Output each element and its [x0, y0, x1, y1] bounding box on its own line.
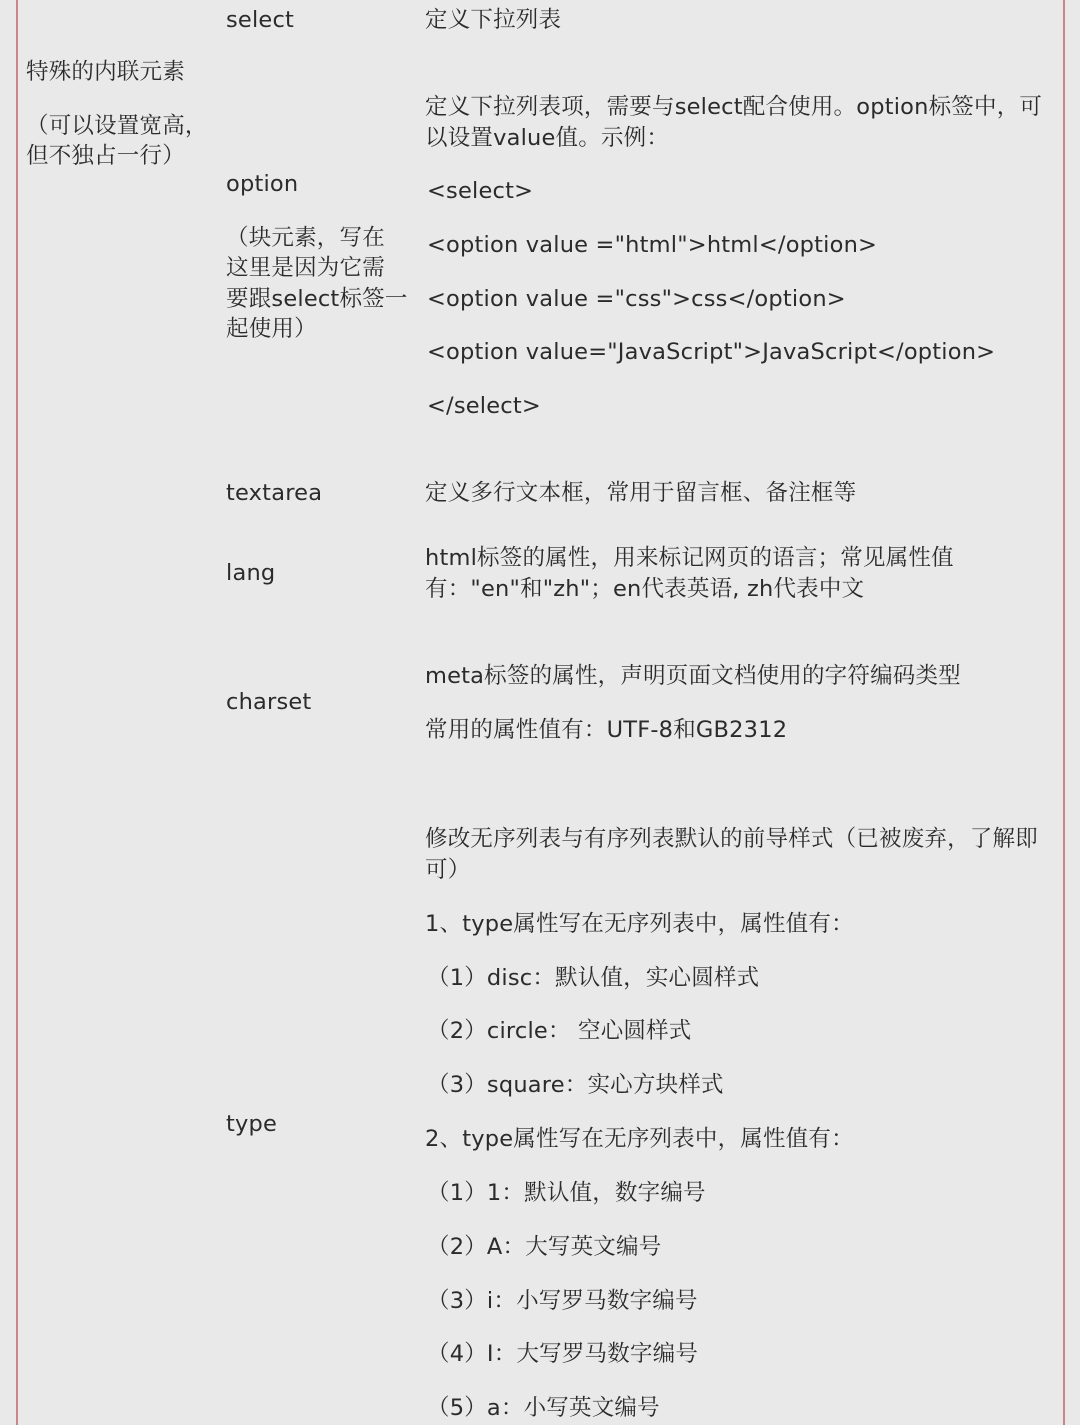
category-note-line2: 但不独占一行） [26, 143, 185, 169]
type-ol-heading: 2、type属性写在无序列表中，属性值有： [425, 1126, 854, 1152]
type-ul-item: （2）circle： 空心圆样式 [427, 1018, 692, 1044]
desc-lang-line2: 有："en"和"zh"；en代表英语, zh代表中文 [425, 576, 865, 602]
desc-select: 定义下拉列表 [425, 7, 562, 33]
option-note-line1: （块元素，写在 [226, 225, 385, 251]
desc-type-intro-line2: 可） [425, 857, 471, 883]
tag-type: type [226, 1111, 278, 1137]
option-note-line2: 这里是因为它需 [226, 255, 385, 281]
code-line: </select> [427, 393, 541, 419]
code-line: <option value="JavaScript">JavaScript</option> [427, 339, 996, 365]
desc-type-intro-line1: 修改无序列表与有序列表默认的前导样式（已被废弃，了解即 [425, 826, 1038, 852]
tag-charset: charset [226, 689, 312, 715]
type-ol-item: （1）1：默认值，数字编号 [427, 1180, 706, 1206]
desc-option-line2: 以设置value值。示例： [425, 125, 670, 151]
desc-charset-1: meta标签的属性，声明页面文档使用的字符编码类型 [425, 663, 961, 689]
category-note-line1: （可以设置宽高， [26, 113, 208, 139]
desc-option-line1: 定义下拉列表项，需要与select配合使用。option标签中，可 [425, 94, 1043, 120]
code-line: <option value ="css">css</option> [427, 286, 846, 312]
type-ol-item: （3）i：小写罗马数字编号 [427, 1288, 698, 1314]
desc-charset-2: 常用的属性值有：UTF-8和GB2312 [425, 717, 788, 743]
option-note-line4: 起使用） [226, 316, 317, 342]
code-line: <select> [427, 178, 534, 204]
tag-lang: lang [226, 560, 276, 586]
type-ul-heading: 1、type属性写在无序列表中，属性值有： [425, 911, 854, 937]
type-ul-item: （1）disc：默认值，实心圆样式 [427, 965, 760, 991]
tag-select: select [226, 7, 295, 33]
desc-lang-line1: html标签的属性，用来标记网页的语言；常见属性值 [425, 545, 954, 571]
code-line: <option value ="html">html</option> [427, 232, 878, 258]
type-ul-item: （3）square：实心方块样式 [427, 1072, 724, 1098]
type-ol-item: （5）a：小写英文编号 [427, 1395, 660, 1421]
table-right-border [1063, 0, 1065, 1425]
desc-textarea: 定义多行文本框，常用于留言框、备注框等 [425, 480, 857, 506]
tag-option: option [226, 171, 299, 197]
option-note-line3: 要跟select标签一 [226, 286, 408, 312]
tag-textarea: textarea [226, 480, 323, 506]
category-title: 特殊的内联元素 [26, 59, 185, 85]
type-ol-item: （2）A：大写英文编号 [427, 1234, 662, 1260]
table-left-border [16, 0, 18, 1425]
type-ol-item: （4）I：大写罗马数字编号 [427, 1341, 699, 1367]
